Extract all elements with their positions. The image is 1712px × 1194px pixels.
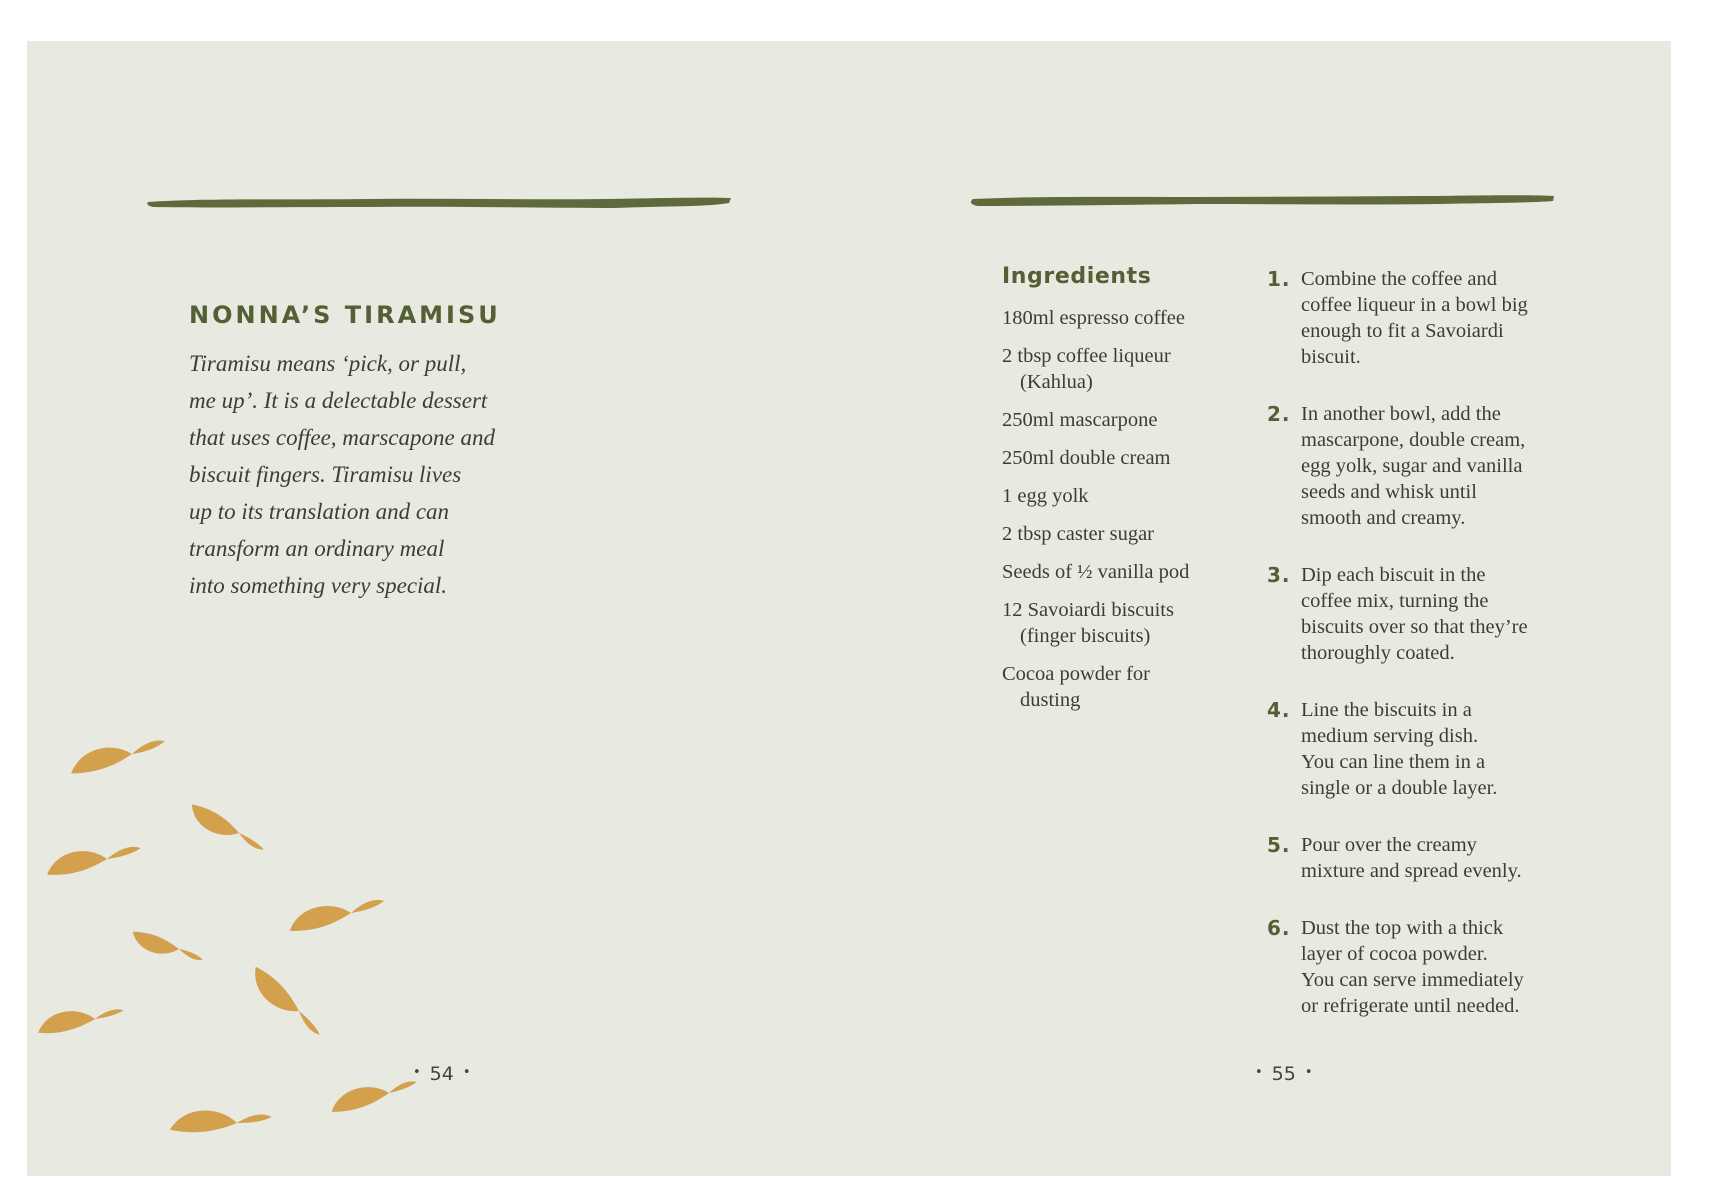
ingredient-line: 2 tbsp caster sugar	[1002, 523, 1154, 545]
step-line: Line the biscuits in a	[1301, 699, 1472, 721]
ingredient-item	[1002, 521, 1242, 547]
step-line: mixture and spread evenly.	[1301, 860, 1522, 882]
step-text	[1301, 697, 1587, 801]
step-line: biscuits over so that they’re	[1301, 616, 1528, 638]
ingredient-item	[1002, 343, 1242, 395]
ingredient-item	[1002, 483, 1242, 509]
book-spread	[27, 41, 1671, 1176]
method-step	[1267, 266, 1587, 370]
method-step	[1267, 562, 1587, 666]
step-line: biscuit.	[1301, 346, 1361, 368]
step-line: egg yolk, sugar and vanilla	[1301, 455, 1523, 477]
ingredient-item	[1002, 445, 1242, 471]
intro-line: that uses coffee, marscapone and	[189, 425, 495, 450]
ingredients-heading: Ingredients	[1002, 264, 1152, 289]
method-step	[1267, 401, 1587, 531]
ingredient-line: 250ml double cream	[1002, 447, 1171, 469]
step-number: 4.	[1267, 698, 1291, 722]
ingredient-line-continued: (Kahlua)	[1020, 371, 1093, 393]
step-line: layer of cocoa powder.	[1301, 943, 1488, 965]
step-line: coffee liqueur in a bowl big	[1301, 294, 1528, 316]
ingredient-item	[1002, 407, 1242, 433]
left-page	[27, 41, 849, 1176]
ingredient-line: Cocoa powder for	[1002, 663, 1151, 685]
intro-line: biscuit fingers. Tiramisu lives	[189, 462, 462, 487]
folio-dot: •	[462, 1065, 471, 1080]
method-step	[1267, 915, 1587, 1019]
step-text	[1301, 562, 1587, 666]
step-number: 3.	[1267, 563, 1291, 587]
step-number: 5.	[1267, 833, 1291, 857]
step-line: You can serve immediately	[1301, 969, 1524, 991]
step-line: smooth and creamy.	[1301, 507, 1466, 529]
ingredient-line-continued: dusting	[1020, 689, 1081, 711]
page-number: 54	[429, 1063, 454, 1085]
step-number: 2.	[1267, 402, 1291, 426]
intro-line: Tiramisu means ‘pick, or pull,	[189, 351, 467, 376]
right-page	[849, 41, 1671, 1176]
step-line: thoroughly coated.	[1301, 642, 1455, 664]
step-line: In another bowl, add the	[1301, 403, 1501, 425]
step-text	[1301, 401, 1587, 531]
folio-dot: •	[1255, 1065, 1263, 1080]
step-line: Pour over the creamy	[1301, 834, 1477, 856]
step-text	[1301, 832, 1587, 884]
page-number-right	[1246, 1063, 1322, 1085]
ingredient-line: Seeds of ½ vanilla pod	[1002, 561, 1190, 583]
step-line: single or a double layer.	[1301, 777, 1498, 799]
step-line: Dust the top with a thick	[1301, 917, 1504, 939]
method-step	[1267, 832, 1587, 884]
step-number: 6.	[1267, 916, 1291, 940]
ingredients-list	[1002, 305, 1242, 725]
step-line: Combine the coffee and	[1301, 268, 1498, 290]
ingredient-line-continued: (finger biscuits)	[1020, 625, 1151, 647]
step-line: Dip each biscuit in the	[1301, 564, 1486, 586]
method-step	[1267, 697, 1587, 801]
step-text	[1301, 266, 1587, 370]
page-number-left	[404, 1063, 480, 1085]
method-steps	[1267, 266, 1587, 1050]
recipe-title: NONNA’S TIRAMISU	[189, 301, 501, 329]
page-number: 55	[1271, 1063, 1296, 1085]
step-text	[1301, 915, 1587, 1019]
ingredient-item	[1002, 559, 1242, 585]
ingredient-item	[1002, 597, 1242, 649]
folio-dot: •	[413, 1065, 421, 1080]
leaf-illustration	[27, 681, 447, 1176]
ingredient-item	[1002, 305, 1242, 331]
brush-stroke-divider	[145, 191, 735, 215]
step-line: You can line them in a	[1301, 751, 1486, 773]
step-line: or refrigerate until needed.	[1301, 995, 1520, 1017]
step-line: coffee mix, turning the	[1301, 590, 1489, 612]
step-line: medium serving dish.	[1301, 725, 1479, 747]
intro-line: transform an ordinary meal	[189, 536, 445, 561]
intro-line: up to its translation and can	[189, 499, 450, 524]
folio-dot: •	[1304, 1065, 1313, 1080]
ingredient-item	[1002, 661, 1242, 713]
intro-line: me up’. It is a delectable dessert	[189, 388, 488, 413]
ingredient-line: 2 tbsp coffee liqueur	[1002, 345, 1171, 367]
ingredient-line: 180ml espresso coffee	[1002, 307, 1185, 329]
step-line: seeds and whisk until	[1301, 481, 1477, 503]
ingredient-line: 250ml mascarpone	[1002, 409, 1158, 431]
ingredient-line: 12 Savoiardi biscuits	[1002, 599, 1174, 621]
step-number: 1.	[1267, 267, 1291, 291]
brush-stroke-divider	[968, 189, 1558, 213]
intro-line: into something very special.	[189, 573, 448, 598]
step-line: enough to fit a Savoiardi	[1301, 320, 1504, 342]
step-line: mascarpone, double cream,	[1301, 429, 1526, 451]
ingredient-line: 1 egg yolk	[1002, 485, 1089, 507]
recipe-intro	[189, 345, 549, 604]
